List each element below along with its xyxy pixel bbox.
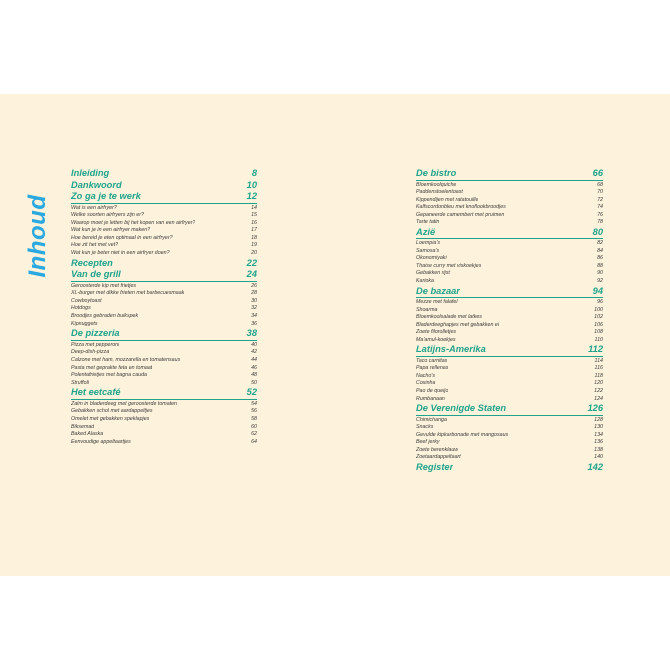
- toc-entry-title: Hoe bereid je eten optimaal in een airfryer?: [71, 234, 173, 241]
- toc-section-heading: [416, 227, 603, 240]
- toc-entry: [71, 283, 257, 291]
- toc-entry: [71, 321, 257, 329]
- toc-entry: [416, 454, 603, 462]
- toc-page-number: 110: [594, 336, 603, 343]
- toc-page-number: 16: [251, 219, 257, 226]
- toc-entry-title: Deep-dish-pizza: [71, 349, 110, 356]
- toc-page-number: 136: [594, 439, 603, 446]
- toc-page-number: 14: [251, 204, 257, 211]
- toc-entry-title: Azië: [416, 226, 436, 237]
- toc-page-number: 22: [246, 257, 257, 268]
- toc-page-number: 58: [251, 415, 257, 422]
- toc-entry: [71, 205, 257, 213]
- toc-page-number: 82: [597, 240, 603, 247]
- toc-entry-title: Broodjes gebraden buikspek: [71, 313, 139, 320]
- toc-entry-title: Recepten: [71, 257, 113, 268]
- toc-entry: [416, 204, 603, 212]
- toc-entry: [416, 322, 603, 330]
- toc-entry-title: Rumbanaan: [416, 395, 445, 402]
- toc-entry: [416, 358, 603, 366]
- toc-entry-title: Wat kun je in een airfryer maken?: [71, 227, 151, 234]
- toc-entry-title: Polentafrietjes met bagna cauda: [71, 372, 147, 379]
- toc-entry-title: Gebakken schol met aardappeltjes: [71, 408, 153, 415]
- toc-entry: [71, 305, 257, 313]
- toc-page-number: 116: [594, 365, 603, 372]
- toc-page-number: 90: [597, 270, 603, 277]
- toc-entry-title: Samosa's: [416, 247, 440, 254]
- toc-entry-title: Biksemad: [71, 423, 95, 430]
- page-title-text: Inhoud: [24, 194, 51, 278]
- toc-entry: [416, 417, 603, 425]
- toc-entry-title: De Verenigde Staten: [416, 403, 507, 414]
- toc-section-heading: [71, 387, 257, 400]
- toc-entry: [71, 313, 257, 321]
- toc-page-number: 38: [246, 328, 257, 339]
- toc-entry: [416, 432, 603, 440]
- toc-entry: [416, 212, 603, 220]
- toc-page-number: 86: [597, 255, 603, 262]
- toc-entry-title: Papa rellenas: [416, 365, 449, 372]
- toc-page-number: 138: [594, 446, 603, 453]
- toc-entry-title: Wat kun je beter niet in een airfryer doen?: [71, 250, 170, 257]
- toc-page-number: 46: [251, 364, 257, 371]
- toc-entry: [71, 349, 257, 357]
- toc-entry: [416, 182, 603, 190]
- toc-entry-title: Zoetaardappeltaart: [416, 454, 461, 461]
- toc-page-number: 30: [251, 297, 257, 304]
- toc-entry-title: Okonomiyaki: [416, 255, 447, 262]
- toc-page-number: 96: [597, 299, 603, 306]
- toc-entry: [416, 240, 603, 248]
- toc-entry-title: Gepaneerde camembert met pruimen: [416, 211, 505, 218]
- toc-entry: [416, 189, 603, 197]
- toc-page-number: 68: [597, 181, 603, 188]
- toc-entry-title: Pao de queijo: [416, 388, 449, 395]
- toc-entry-title: Paddenstoelentoast: [416, 189, 463, 196]
- toc-section-heading: [71, 180, 257, 192]
- toc-entry-title: Hotdogs: [71, 305, 91, 312]
- toc-entry: [416, 388, 603, 396]
- toc-page-number: 84: [597, 247, 603, 254]
- toc-page-number: 15: [251, 212, 257, 219]
- toc-page-number: 118: [594, 372, 603, 379]
- toc-page-number: 122: [594, 388, 603, 395]
- toc-entry: [71, 408, 257, 416]
- toc-entry-title: Chimichanga: [416, 416, 447, 423]
- toc-entry: [71, 431, 257, 439]
- toc-entry-title: Snacks: [416, 424, 434, 431]
- toc-entry: [416, 439, 603, 447]
- toc-section-heading: [416, 286, 603, 299]
- toc-entry: [416, 314, 603, 322]
- toc-page-number: 72: [597, 196, 603, 203]
- toc-page-number: 48: [251, 372, 257, 379]
- toc-page-number: 128: [594, 416, 603, 423]
- toc-entry-title: Pasta met geprakte feta en tomaat: [71, 364, 153, 371]
- toc-entry: [416, 396, 603, 404]
- toc-page-number: 112: [588, 344, 603, 355]
- toc-section-heading: [71, 191, 257, 204]
- toc-page-number: 36: [251, 320, 257, 327]
- toc-entry: [71, 342, 257, 350]
- toc-entry-title: Baked Alaska: [71, 431, 104, 438]
- toc-entry: [71, 380, 257, 388]
- toc-entry-title: Bloemkoolsalade met latkes: [416, 314, 482, 321]
- toc-entry: [416, 278, 603, 286]
- toc-entry-title: Bloemkoolquiche: [416, 181, 457, 188]
- toc-entry: [71, 357, 257, 365]
- toc-page-number: 20: [251, 250, 257, 257]
- toc-entry: [71, 227, 257, 235]
- toc-entry: [71, 439, 257, 447]
- toc-page-number: 100: [594, 306, 603, 313]
- toc-entry: [71, 372, 257, 380]
- toc-page-number: 108: [594, 329, 603, 336]
- toc-page-number: 66: [592, 168, 603, 178]
- toc-entry-title: Pizza met pepperoni: [71, 341, 120, 348]
- toc-entry-title: Cowboytoast: [71, 297, 102, 304]
- toc-entry-title: Latijns-Amerika: [416, 344, 486, 355]
- toc-entry: [71, 235, 257, 243]
- toc-entry: [416, 424, 603, 432]
- toc-entry-title: Thaise curry met viskoekjes: [416, 262, 482, 269]
- toc-entry-title: Het eetcafé: [71, 387, 121, 398]
- toc-page-number: 70: [597, 189, 603, 196]
- toc-page-number: 76: [597, 211, 603, 218]
- toc-entry-title: Beef jerky: [416, 439, 440, 446]
- toc-entry: [71, 250, 257, 258]
- toc-page-number: 28: [251, 290, 257, 297]
- toc-entry: [416, 329, 603, 337]
- toc-page-number: 34: [251, 313, 257, 320]
- toc-entry-title: Gebakken rijst: [416, 270, 450, 277]
- toc-entry-title: Struffoli: [71, 379, 89, 386]
- toc-entry-title: Register: [416, 461, 454, 472]
- toc-entry-title: Omelet met gebakken speklapjes: [71, 415, 150, 422]
- toc-section-heading: [71, 328, 257, 341]
- toc-page-number: 134: [594, 431, 603, 438]
- toc-page-number: 126: [587, 403, 603, 414]
- toc-page-number: 140: [594, 454, 603, 461]
- toc-entry: [71, 212, 257, 220]
- toc-left-column: [71, 168, 257, 446]
- toc-page-number: 130: [594, 424, 603, 431]
- toc-page-number: 94: [592, 285, 603, 296]
- toc-page-number: 120: [594, 380, 603, 387]
- toc-page-number: 12: [246, 191, 257, 201]
- toc-entry: [416, 299, 603, 307]
- toc-page-number: 10: [246, 179, 257, 190]
- toc-page-number: 142: [587, 461, 603, 472]
- toc-entry: [416, 263, 603, 271]
- toc-page-number: 54: [251, 400, 257, 407]
- toc-entry-title: Tarte tatin: [416, 219, 440, 226]
- toc-entry-title: Ma'amul-koekjes: [416, 336, 456, 343]
- toc-section-heading: [71, 258, 257, 270]
- toc-entry: [416, 337, 603, 345]
- toc-page-number: 114: [594, 357, 603, 364]
- toc-entry: [416, 365, 603, 373]
- toc-page-number: 32: [251, 305, 257, 312]
- toc-entry: [416, 380, 603, 388]
- toc-section-heading: [416, 168, 603, 181]
- toc-entry: [71, 365, 257, 373]
- toc-entry-title: Dankwoord: [71, 179, 122, 190]
- toc-entry-title: De bazaar: [416, 285, 460, 296]
- toc-entry: [416, 307, 603, 315]
- toc-page-number: 42: [251, 349, 257, 356]
- toc-entry-title: Gevulde kipkarbonade met mangosaus: [416, 431, 509, 438]
- toc-entry-title: Zoete berenklauw: [416, 446, 459, 453]
- toc-entry-title: Coxinha: [416, 380, 436, 387]
- page-title: [24, 176, 51, 296]
- toc-page-number: 124: [594, 395, 603, 402]
- toc-entry-title: Karioka: [416, 278, 434, 285]
- toc-entry: [416, 447, 603, 455]
- toc-page-number: 24: [246, 269, 257, 280]
- toc-entry-title: Calzone met ham, mozzarella en tomatensaus: [71, 356, 181, 363]
- toc-entry-title: Taco carnitas: [416, 357, 448, 364]
- toc-entry-title: Kippendijen met ratatouille: [416, 196, 479, 203]
- toc-entry-title: Geroosterde kip met frietjes: [71, 282, 137, 289]
- toc-page-number: 62: [251, 431, 257, 438]
- toc-entry: [416, 270, 603, 278]
- toc-right-column: [416, 168, 603, 473]
- toc-page-number: 88: [597, 262, 603, 269]
- toc-page-number: 64: [251, 438, 257, 445]
- toc-section-heading: [416, 403, 603, 416]
- toc-entry: [71, 220, 257, 228]
- toc-entry: [71, 424, 257, 432]
- toc-page-number: 8: [251, 168, 257, 178]
- toc-entry-title: Van de grill: [71, 269, 121, 280]
- toc-entry-title: Zo ga je te werk: [71, 191, 141, 201]
- toc-section-heading: [71, 168, 257, 180]
- toc-entry-title: Eenvoudige appeltaartjes: [71, 438, 131, 445]
- toc-page-number: 26: [251, 282, 257, 289]
- toc-entry: [71, 401, 257, 409]
- toc-entry-title: Loempia's: [416, 240, 440, 247]
- toc-entry-title: Zoete filorolletjes: [416, 329, 457, 336]
- toc-entry: [71, 416, 257, 424]
- toc-page-number: 56: [251, 408, 257, 415]
- toc-section-heading: [416, 344, 603, 357]
- toc-entry-title: Wat is een airfryer?: [71, 204, 117, 211]
- toc-entry-title: De pizzeria: [71, 328, 120, 339]
- toc-page-number: 106: [594, 321, 603, 328]
- toc-entry: [71, 298, 257, 306]
- toc-page-number: 80: [592, 226, 603, 237]
- toc-entry: [416, 219, 603, 227]
- toc-page-number: 17: [251, 227, 257, 234]
- toc-page-number: 102: [594, 314, 603, 321]
- toc-entry-title: Mezze met falafel: [416, 299, 458, 306]
- toc-page-number: 19: [251, 242, 257, 249]
- toc-entry-title: Welke soorten airfryers zijn er?: [71, 212, 144, 219]
- toc-page-number: 52: [246, 387, 257, 398]
- toc-entry-title: Inleiding: [71, 168, 110, 178]
- toc-entry-title: Shoarma: [416, 306, 438, 313]
- toc-entry-title: Bladerdeeghapjes met gebakken ei: [416, 321, 500, 328]
- toc-entry: [71, 242, 257, 250]
- toc-page-number: 60: [251, 423, 257, 430]
- toc-page-number: 92: [597, 278, 603, 285]
- toc-entry-title: XL-burger met dikke frieten met barbecuesmaak: [71, 290, 185, 297]
- toc-entry-title: De bistro: [416, 168, 457, 178]
- toc-entry: [416, 255, 603, 263]
- toc-entry: [71, 290, 257, 298]
- toc-page-number: 50: [251, 379, 257, 386]
- toc-section-heading: [71, 269, 257, 282]
- toc-page-number: 44: [251, 356, 257, 363]
- toc-page-number: 74: [597, 204, 603, 211]
- toc-entry-title: Kalfscordonbleu met knoflookbroodjes: [416, 204, 506, 211]
- toc-entry: [416, 373, 603, 381]
- toc-entry-title: Kipnuggets: [71, 320, 98, 327]
- toc-entry-title: Hoe zit het met vet?: [71, 242, 119, 249]
- toc-entry-title: Waarop moet je letten bij het kopen van een airfryer?: [71, 219, 196, 226]
- toc-page-number: 18: [251, 234, 257, 241]
- toc-entry: [416, 197, 603, 205]
- toc-page-number: 40: [251, 341, 257, 348]
- toc-entry: [416, 248, 603, 256]
- toc-section-heading: [416, 462, 603, 474]
- toc-entry-title: Nacho's: [416, 372, 435, 379]
- toc-page-number: 78: [597, 219, 603, 226]
- toc-entry-title: Zalm in bladerdeeg met geroosterde tomaten: [71, 400, 177, 407]
